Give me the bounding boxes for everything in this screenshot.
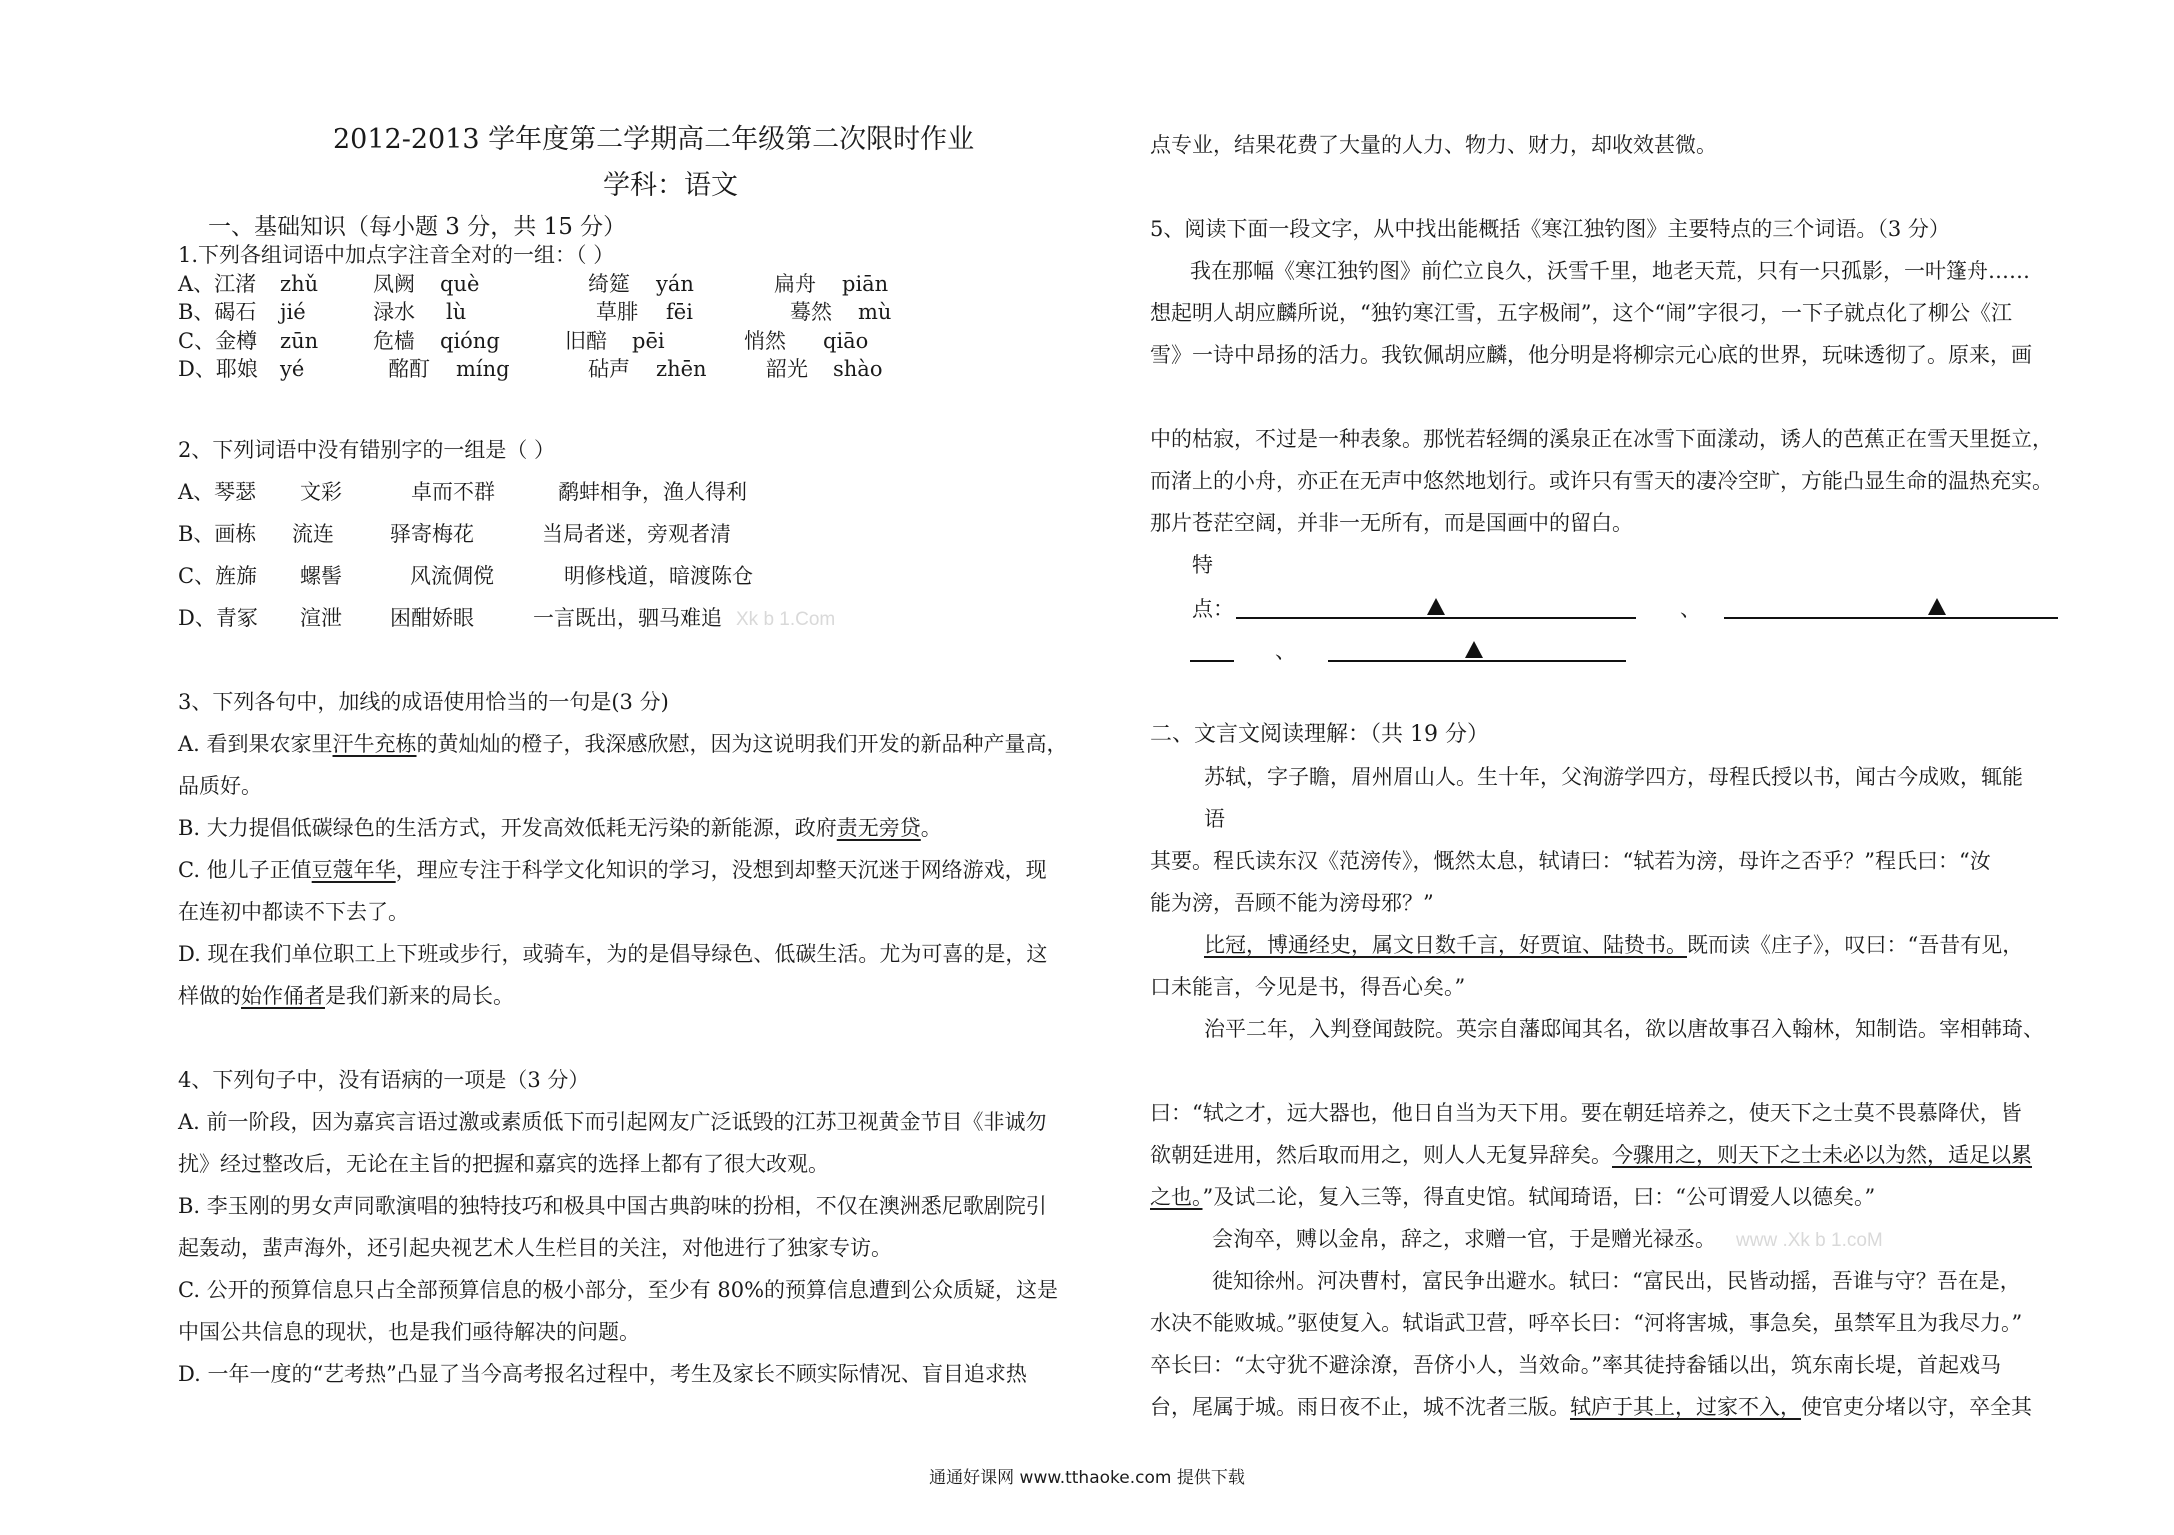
wy-line12: 水决不能败城。”驱使复入。轼诣武卫营，呼卒长曰：“河将害城，事急矣，虽禁军且为我尽力。”: [1150, 1311, 2023, 1335]
page-title: 2012-2013 学年度第二学期高二年级第二次限时作业: [333, 124, 975, 155]
wy-underlined-sentence-2-end: 之也。: [1150, 1185, 1203, 1209]
q5-stem: 5、阅读下面一段文字，从中找出能概括《寒江独钓图》主要特点的三个词语。（3 分）: [1150, 217, 1950, 241]
answer-separator-1: 、: [1680, 597, 1701, 621]
q1-option-a: A、江渚 zhǔ 凤阙 què 绮筵 yán 扁舟 piān: [178, 272, 889, 296]
q1-option-b: B、碣石 jié 渌水 lù 草腓 fēi 蓦然 mù: [178, 300, 892, 324]
page-footer: 通通好课网 www.tthaoke.com 提供下载: [929, 1468, 1245, 1488]
section1-heading: 一、基础知识（每小题 3 分，共 15 分）: [208, 214, 627, 240]
wy-line8: 欲朝廷进用，然后取而用之，则人人无复异辞矣。今骤用之，则天下之士未必以为然，适足以累: [1150, 1143, 2032, 1167]
wy-line4: 比冠，博通经史，属文日数千言，好贾谊、陆贽书。既而读《庄子》，叹曰：“吾昔有见，: [1204, 933, 2024, 957]
q4-option-a-line1: A. 前一阶段，因为嘉宾言语过激或素质低下而引起网友广泛诋毁的江苏卫视黄金节目《非诚勿: [178, 1110, 1047, 1134]
section2-heading: 二、文言文阅读理解：（共 19 分）: [1150, 722, 1489, 747]
triangle-marker-icon: [1427, 598, 1445, 615]
wy-line7: 曰：“轼之才，远大器也，他日自当为天下用。要在朝廷培养之，使天下之士莫不畏慕降伏，皆: [1150, 1101, 2022, 1125]
q2-option-c: C、旌旆 螺髻 风流倜傥 明修栈道，暗渡陈仓: [178, 564, 753, 588]
q2-option-a: A、琴瑟 文彩 卓而不群 鹬蚌相争，渔人得利: [178, 480, 747, 504]
wy-line5: 口未能言，今见是书，得吾心矣。”: [1150, 975, 1466, 999]
q3-stem: 3、下列各句中，加线的成语使用恰当的一句是(3 分): [178, 690, 669, 714]
q1-option-d: D、耶娘 yé 酩酊 míng 砧声 zhēn 韶光 shào: [178, 357, 883, 381]
q3-option-c-line2: 在连初中都读不下去了。: [178, 900, 409, 924]
q3-underlined-idiom-b: 责无旁贷: [836, 816, 921, 840]
answer-blank-2-continued[interactable]: [1190, 660, 1234, 662]
q4-option-d-line1: D. 一年一度的“艺考热”凸显了当今高考报名过程中，考生及家长不顾实际情况、盲目追求热: [178, 1362, 1027, 1386]
q4-option-a-line2: 扰》经过整改后，无论在主旨的把握和嘉宾的选择上都有了很大改观。: [178, 1152, 829, 1176]
q3-underlined-idiom-a: 汗牛充栋: [332, 732, 417, 756]
wy-line3: 能为滂，吾顾不能为滂母邪？”: [1150, 891, 1434, 915]
q1-stem: 1.下列各组词语中加点字注音全对的一组：（ ）: [178, 243, 615, 267]
q5-para-line4: 中的枯寂，不过是一种表象。那恍若轻绸的溪泉正在冰雪下面漾动，诱人的芭蕉正在雪天里挺立，: [1150, 427, 2053, 451]
wy-line10: 会洵卒，赙以金帛，辞之，求赠一官，于是赠光禄丞。 www .Xk b 1.coM: [1212, 1227, 1883, 1251]
q2-stem: 2、下列词语中没有错别字的一组是（ ）: [178, 438, 556, 462]
q4-stem: 4、下列句子中，没有语病的一项是（3 分）: [178, 1068, 590, 1092]
q4-option-b-line1: B. 李玉刚的男女声同歌演唱的独特技巧和极具中国古典韵味的扮相，不仅在澳洲悉尼歌剧院引: [178, 1194, 1047, 1218]
wy-line2: 其要。程氏读东汉《范滂传》，慨然太息，轼请曰：“轼若为滂，母许之否乎？”程氏曰：“汝: [1150, 849, 1991, 873]
q4-option-c-line1: C. 公开的预算信息只占全部预算信息的极小部分，至少有 80%的预算信息遭到公众质疑，这是: [178, 1278, 1059, 1302]
wy-line6: 治平二年，入判登闻鼓院。英宗自藩邸闻其名，欲以唐故事召入翰林，知制诰。宰相韩琦、: [1204, 1017, 2044, 1041]
answer-separator-2: 、: [1275, 639, 1296, 663]
q2-option-b: B、画栋 流连 驿寄梅花 当局者迷，旁观者清: [178, 522, 731, 546]
wy-line13: 卒长曰：“太守犹不避涂潦，吾侪小人，当效命。”率其徒持畚锸以出，筑东南长堤，首起戏马: [1150, 1353, 2001, 1377]
q1-option-c: C、金樽 zūn 危樯 qióng 旧醅 pēi 悄然 qiāo: [178, 329, 869, 353]
subject-label: 学科：语文: [603, 170, 738, 201]
wy-line9: 之也。”及试二论，复入三等，得直史馆。轼闻琦语，曰：“公可谓爱人以德矣。”: [1150, 1185, 1876, 1209]
answer-label-dian: 点：: [1192, 597, 1234, 621]
wy-line11: 徙知徐州。河决曹村，富民争出避水。轼曰：“富民出，民皆动摇，吾谁与守？吾在是，: [1212, 1269, 2021, 1293]
q5-para-line2: 想起明人胡应麟所说，“独钓寒江雪，五字极闹”，这个“闹”字很刁，一下子就点化了柳公《江: [1150, 301, 2012, 325]
wy-underlined-sentence-1: 比冠，博通经史，属文日数千言，好贾谊、陆贽书。: [1204, 933, 1687, 957]
q3-underlined-idiom-c: 豆蔻年华: [311, 858, 396, 882]
q5-para-line1: 我在那幅《寒江独钓图》前伫立良久，沃雪千里，地老天荒，只有一只孤影，一叶篷舟……: [1190, 259, 2030, 283]
q4-option-b-line2: 起轰动，蜚声海外，还引起央视艺术人生栏目的关注，对他进行了独家专访。: [178, 1236, 892, 1260]
q3-option-a-line1: A. 看到果农家里汗牛充栋的黄灿灿的橙子，我深感欣慰，因为这说明我们开发的新品种产量高，: [178, 732, 1068, 756]
q3-option-a-line2: 品质好。: [178, 774, 262, 798]
q5-para-line6: 那片苍茫空阔，并非一无所有，而是国画中的留白。: [1150, 511, 1633, 535]
watermark: Xk b 1.Com: [736, 609, 836, 630]
wy-line14: 台，尾属于城。雨日夜不止，城不沈者三版。轼庐于其上，过家不入，使官吏分堵以守，卒全其: [1150, 1395, 2032, 1419]
q5-para-line3: 雪》一诗中昂扬的活力。我钦佩胡应麟，他分明是将柳宗元心底的世界，玩味透彻了。原来，画: [1150, 343, 2032, 367]
watermark: www .Xk b 1.coM: [1736, 1230, 1883, 1251]
triangle-marker-icon: [1928, 598, 1946, 615]
q3-option-b: B. 大力提倡低碳绿色的生活方式，开发高效低耗无污染的新能源，政府责无旁贷。: [178, 816, 942, 840]
wy-line1b: 语: [1204, 807, 1225, 831]
q3-underlined-idiom-d: 始作俑者: [241, 984, 325, 1008]
q3-option-d-line1: D. 现在我们单位职工上下班或步行，或骑车，为的是倡导绿色、低碳生活。尤为可喜的是，这: [178, 942, 1048, 966]
q3-option-d-line2: 样做的始作俑者是我们新来的局长。: [178, 984, 514, 1008]
q4-option-c-line2: 中国公共信息的现状，也是我们亟待解决的问题。: [178, 1320, 640, 1344]
wy-underlined-sentence-2: 今骤用之，则天下之士未必以为然，适足以累: [1612, 1143, 2032, 1167]
q2-option-d: D、青冢 渲泄 困酣娇眼 一言既出，驷马难追 Xk b 1.Com: [178, 605, 258, 631]
continued-line: 点专业，结果花费了大量的人力、物力、财力，却收效甚微。: [1150, 133, 1717, 157]
wy-underlined-sentence-3: 轼庐于其上，过家不入，: [1570, 1395, 1801, 1419]
answer-label-te: 特: [1192, 553, 1213, 577]
q3-option-c-line1: C. 他儿子正值豆蔻年华，理应专注于科学文化知识的学习，没想到却整天沉迷于网络游戏，现: [178, 858, 1047, 882]
q5-para-line5: 而渚上的小舟，亦正在无声中悠然地划行。或许只有雪天的凄冷空旷，方能凸显生命的温热充实。: [1150, 469, 2053, 493]
triangle-marker-icon: [1465, 641, 1483, 658]
wy-line1: 苏轼，字子瞻，眉州眉山人。生十年，父洵游学四方，母程氏授以书，闻古今成败，辄能: [1204, 765, 2023, 789]
